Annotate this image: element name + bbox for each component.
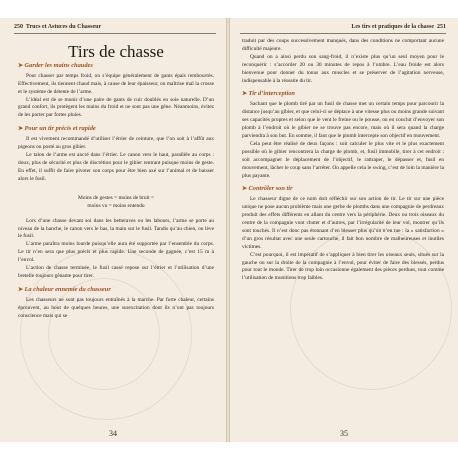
left-page-number: 34	[109, 429, 117, 438]
paragraph: Sachant que le plomb tiré par un fusil de chasse met un certain temps pour parcourir la distance jusqu’au gibier, et que celui-ci se déplace à une vitesse plus ou moins grande suivant ses capacités propres et selon que le vent le freine ou le pousse, on en conclut d’envoyer son plomb à l’endroit où le gibier ne se trouve pas encore, mais où il sera quand la charge parviendra à son but. En somme, il faut que le plomb intercepte son objectif en mouvement.	[242, 101, 444, 139]
left-header-title: Trucs et Astuces du Chasseur	[25, 24, 102, 30]
paragraph: Lors d’une chasse devant soi dans les betteraves ou les labours, l’arme se porte au niveau de la hanche, le canon vers le bas, la main sur le fusil. Tandis qu’au chien, on lève le fusil.	[18, 217, 214, 240]
right-page-number: 35	[340, 429, 348, 438]
arrow-marker-icon: ➤	[18, 62, 25, 69]
paragraph: L’idéal est de se munir d’une paire de gants de cuir doublés en soie naturelle. D’un grand confort, ils protègent les mains du froid et ne sont pas une gêne. Néanmoins, évitez de les porter par fortes pluies.	[18, 96, 214, 119]
arrow-marker-icon: ➤	[242, 91, 249, 98]
left-header-page-number: 250	[14, 24, 23, 30]
formula	[18, 194, 214, 210]
paragraph: Le chasseur digne de ce nom doit réfléchir sur son action de tir. Le tir sur une pièce unique ne pose aucun problème mais une gerbe de plombs dans une compagnie de perdreaux produit des effets différents en allant du centre vers la périphérie. Deux ou trois oiseaux du centre de la compagnie vont chuter et d’autres, par l’irrégularité de leur vol, montrer qu’ils sont touchés. Il n’est donc pas étonnant d’en blesser plus qu’on n’en tue : la « satisfaction » d’un gros résultat avec une seule cartouche, il fait bon nombre de malheureuses et inutiles victimes.	[242, 196, 444, 250]
paragraph: Cela peut être réalisé de deux façons : soit calculer le plus vite et le plus exactement possible où le gibier rencontrera la charge de plomb, et, fusil immobile, tirer à cet endroit ; soit accompagner le déplacement de l’objectif, le rattraper, le dépasser et, fusil en mouvement, lâcher le coup sans l’arrêter. On appelle cela le swing, c’est de loin la manière la plus payante.	[242, 140, 444, 179]
paragraph: Le talon de l’arme est ancré dans l’étrier. Le canon vers le haut, parallèle au corps : doux, plus de sécurité et plus de discrétion pour le gibier rentrant puisque moins de geste. En effet, il suffit de faire pivoter son corps pour être bien axé sur l’animal et de baisser alors le fusil.	[18, 151, 214, 182]
right-page	[230, 18, 458, 442]
paragraph: L’arme paraîtra moins lourde puisqu’elle aura été supportée par l’ensemble du corps. Le tir n’en sera que plus précis et plus rapide. Une seconde de gagnée, c’est 15 m à l’envol.	[18, 241, 214, 264]
paragraph: L’action de chasse terminée, le fusil cassé repose sur l’étrier et l’utilisation d’une bretelle toujours gênante pour tirer.	[18, 265, 214, 279]
left-header-rule	[14, 33, 216, 34]
paragraph: Pour chasser par temps froid, on s’équipe généralement de gants épais rembourrés. Effectivement, ils tiennent chaud mais, à cause de leur épaisseur, on maîtrise mal la crosse et le système de détente de l’arme.	[18, 72, 214, 95]
right-header-rule	[240, 33, 446, 34]
section-heading-interception: ➤ Tir d’interception	[242, 90, 295, 98]
arrow-marker-icon: ➤	[242, 186, 249, 193]
section-heading-warm-hands: ➤ Garder les mains chaudes	[18, 61, 93, 69]
right-header-page-number: 251	[437, 24, 446, 30]
arrow-marker-icon: ➤	[18, 126, 25, 133]
right-header-title: Les tirs et pratiques de la chasse	[351, 24, 434, 30]
paragraph: Il est vivement recommandé d’utiliser l’étrier de ceinture, que l’on soit à l’affût aux pigeons ou posté au gros gibier.	[18, 136, 214, 151]
formula-line-1: Moins de gestes = moins de bruit =	[77, 194, 154, 201]
left-running-head	[14, 24, 101, 30]
chapter-title: Tirs de chasse	[68, 42, 164, 61]
arrow-marker-icon: ➤	[18, 286, 25, 293]
right-body	[242, 38, 444, 283]
formula-line-2: moins vu = moins entendu	[87, 202, 145, 209]
paragraph: Quand on a ainsi perdu son sang-froid, il n’existe plus qu’un seul moyen pour le reconquérir : s’accorder 20 ou 30 minutes de repos à l’ombre. L’eau froide est alors bienvenue pour donner du tonus aux muscles et se préserver de l’agitation nerveuse, indispensable à la réussite du tir.	[242, 53, 444, 84]
right-running-head	[351, 24, 446, 30]
section-heading-control: ➤ Contrôler son tir	[242, 185, 293, 193]
paragraph: traduit par des coups successivement manqués, dans des conditions ne comportant aucune difficulté majeure.	[242, 38, 444, 52]
paragraph: Les chasseurs ne sont pas toujours entraînés à la marche. Par forte chaleur, certains éprouvent, au bout de quelques heures, une surexcitation dont ils n’ont pas toujours conscience mais qui se	[18, 296, 214, 319]
paragraph: C’est pourquoi, il est impératif de s’appliquer à bien tirer les oiseaux seuls, situés sur la gauche ou sur la droite de la compagnie à l’envol, pour éviter de faire des blessés, perdus pour tout le monde. Tirer de trop loin occasionne également des pièces perdues, tout comme l’utilisation de munitions trop faibles.	[242, 251, 444, 282]
left-body	[18, 40, 214, 320]
section-heading-heat: ➤ La chaleur ennemie du chasseur	[18, 285, 111, 293]
section-heading-precise-shot: ➤ Pour un tir précis et rapide	[18, 125, 96, 133]
left-page	[0, 18, 227, 442]
